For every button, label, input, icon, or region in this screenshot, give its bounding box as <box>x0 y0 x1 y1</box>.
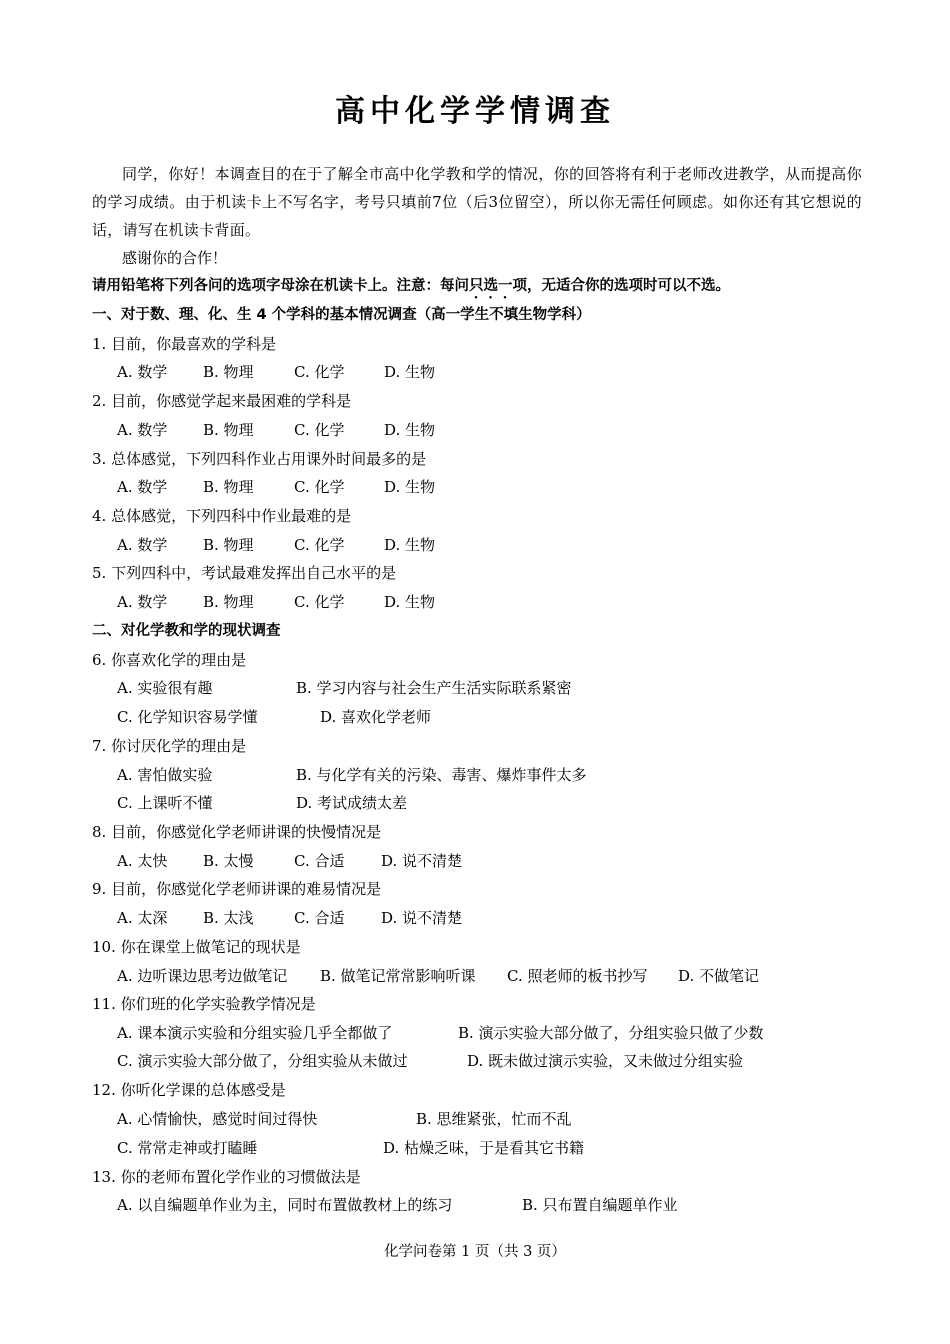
option-11d: D. 既未做过演示实验，又未做过分组实验 <box>467 1052 744 1070</box>
option-9c: C. 合适 <box>294 909 345 927</box>
option-4a: A. 数学 <box>117 536 168 554</box>
intro-paragraph: 同学，你好！本调查目的在于了解全市高中化学教和学的情况，你的回答将有利于老师改进教学，从而提高你的学习成绩。由于机读卡上不写名字，考号只填前7位（后3位留空），所以你无需任何顾虑。如你还有其它想说的话，请写在机读卡背面。 <box>92 165 862 239</box>
option-10b: B. 做笔记常常影响听课 <box>320 967 476 985</box>
thanks-line: 感谢你的合作！ <box>122 249 228 267</box>
section-heading-2: 二、对化学教和学的现状调查 <box>92 623 281 639</box>
option-11b: B. 演示实验大部分做了，分组实验只做了少数 <box>458 1024 764 1042</box>
option-1a: A. 数学 <box>117 363 168 381</box>
option-11c: C. 演示实验大部分做了，分组实验从未做过 <box>117 1052 408 1070</box>
question-13: 13. 你的老师布置化学作业的习惯做法是 <box>92 1168 361 1186</box>
option-1b: B. 物理 <box>203 363 254 381</box>
option-12b: B. 思维紧张，忙而不乱 <box>416 1110 572 1128</box>
option-5c: C. 化学 <box>294 593 345 611</box>
option-3c: C. 化学 <box>294 478 345 496</box>
question-12: 12. 你听化学课的总体感受是 <box>92 1081 286 1099</box>
option-13a: A. 以自编题单作业为主，同时布置做教材上的练习 <box>117 1196 453 1214</box>
option-2a: A. 数学 <box>117 421 168 439</box>
option-8c: C. 合适 <box>294 852 345 870</box>
option-2c: C. 化学 <box>294 421 345 439</box>
option-7a: A. 害怕做实验 <box>117 766 213 784</box>
question-8: 8. 目前，你感觉化学老师讲课的快慢情况是 <box>92 823 382 841</box>
question-2: 2. 目前，你感觉学起来最困难的学科是 <box>92 392 352 410</box>
option-7b: B. 与化学有关的污染、毒害、爆炸事件太多 <box>296 766 587 784</box>
option-7d: D. 考试成绩太差 <box>296 794 408 812</box>
question-1: 1. 目前，你最喜欢的学科是 <box>92 335 277 353</box>
option-11a: A. 课本演示实验和分组实验几乎全都做了 <box>117 1024 393 1042</box>
option-6d: D. 喜欢化学老师 <box>320 708 432 726</box>
option-1d: D. 生物 <box>384 363 436 381</box>
option-12c: C. 常常走神或打瞌睡 <box>117 1139 258 1157</box>
option-3d: D. 生物 <box>384 478 436 496</box>
option-6c: C. 化学知识容易学懂 <box>117 708 258 726</box>
option-8a: A. 太快 <box>117 852 168 870</box>
question-9: 9. 目前，你感觉化学老师讲课的难易情况是 <box>92 880 382 898</box>
option-13b: B. 只布置自编题单作业 <box>522 1196 678 1214</box>
question-4: 4. 总体感觉，下列四科中作业最难的是 <box>92 507 352 525</box>
question-6: 6. 你喜欢化学的理由是 <box>92 651 247 669</box>
option-3a: A. 数学 <box>117 478 168 496</box>
option-9a: A. 太深 <box>117 909 168 927</box>
option-10c: C. 照老师的板书抄写 <box>507 967 648 985</box>
instruction-emphasis: 只选一 <box>469 278 513 294</box>
option-3b: B. 物理 <box>203 478 254 496</box>
option-5d: D. 生物 <box>384 593 436 611</box>
option-4b: B. 物理 <box>203 536 254 554</box>
option-2d: D. 生物 <box>384 421 436 439</box>
option-5a: A. 数学 <box>117 593 168 611</box>
page-footer: 化学问卷第 1 页（共 3 页） <box>384 1244 566 1260</box>
option-6b: B. 学习内容与社会生产生活实际联系紧密 <box>296 679 572 697</box>
option-2b: B. 物理 <box>203 421 254 439</box>
option-9b: B. 太浅 <box>203 909 254 927</box>
option-12d: D. 枯燥乏味，于是看其它书籍 <box>383 1139 585 1157</box>
option-7c: C. 上课听不懂 <box>117 794 213 812</box>
question-11: 11. 你们班的化学实验教学情况是 <box>92 995 316 1013</box>
instruction-prefix: 请用铅笔将下列各问的选项字母涂在机读卡上。注意：每问 <box>92 278 469 294</box>
option-5b: B. 物理 <box>203 593 254 611</box>
instruction-line <box>92 272 730 302</box>
option-9d: D. 说不清楚 <box>381 909 463 927</box>
question-10: 10. 你在课堂上做笔记的现状是 <box>92 938 301 956</box>
option-10d: D. 不做笔记 <box>678 967 760 985</box>
option-8b: B. 太慢 <box>203 852 254 870</box>
option-1c: C. 化学 <box>294 363 345 381</box>
option-4d: D. 生物 <box>384 536 436 554</box>
option-8d: D. 说不清楚 <box>381 852 463 870</box>
option-12a: A. 心情愉快，感觉时间过得快 <box>117 1110 318 1128</box>
instruction-suffix: 项，无适合你的选项时可以不选。 <box>512 278 730 294</box>
question-5: 5. 下列四科中，考试最难发挥出自己水平的是 <box>92 564 397 582</box>
page-title: 高中化学学情调查 <box>335 94 615 129</box>
question-7: 7. 你讨厌化学的理由是 <box>92 737 247 755</box>
option-4c: C. 化学 <box>294 536 345 554</box>
option-10a: A. 边听课边思考边做笔记 <box>117 967 288 985</box>
option-6a: A. 实验很有趣 <box>117 679 213 697</box>
section-heading-1: 一、对于数、理、化、生 4 个学科的基本情况调查（高一学生不填生物学科） <box>92 307 591 323</box>
question-3: 3. 总体感觉，下列四科作业占用课外时间最多的是 <box>92 450 427 468</box>
